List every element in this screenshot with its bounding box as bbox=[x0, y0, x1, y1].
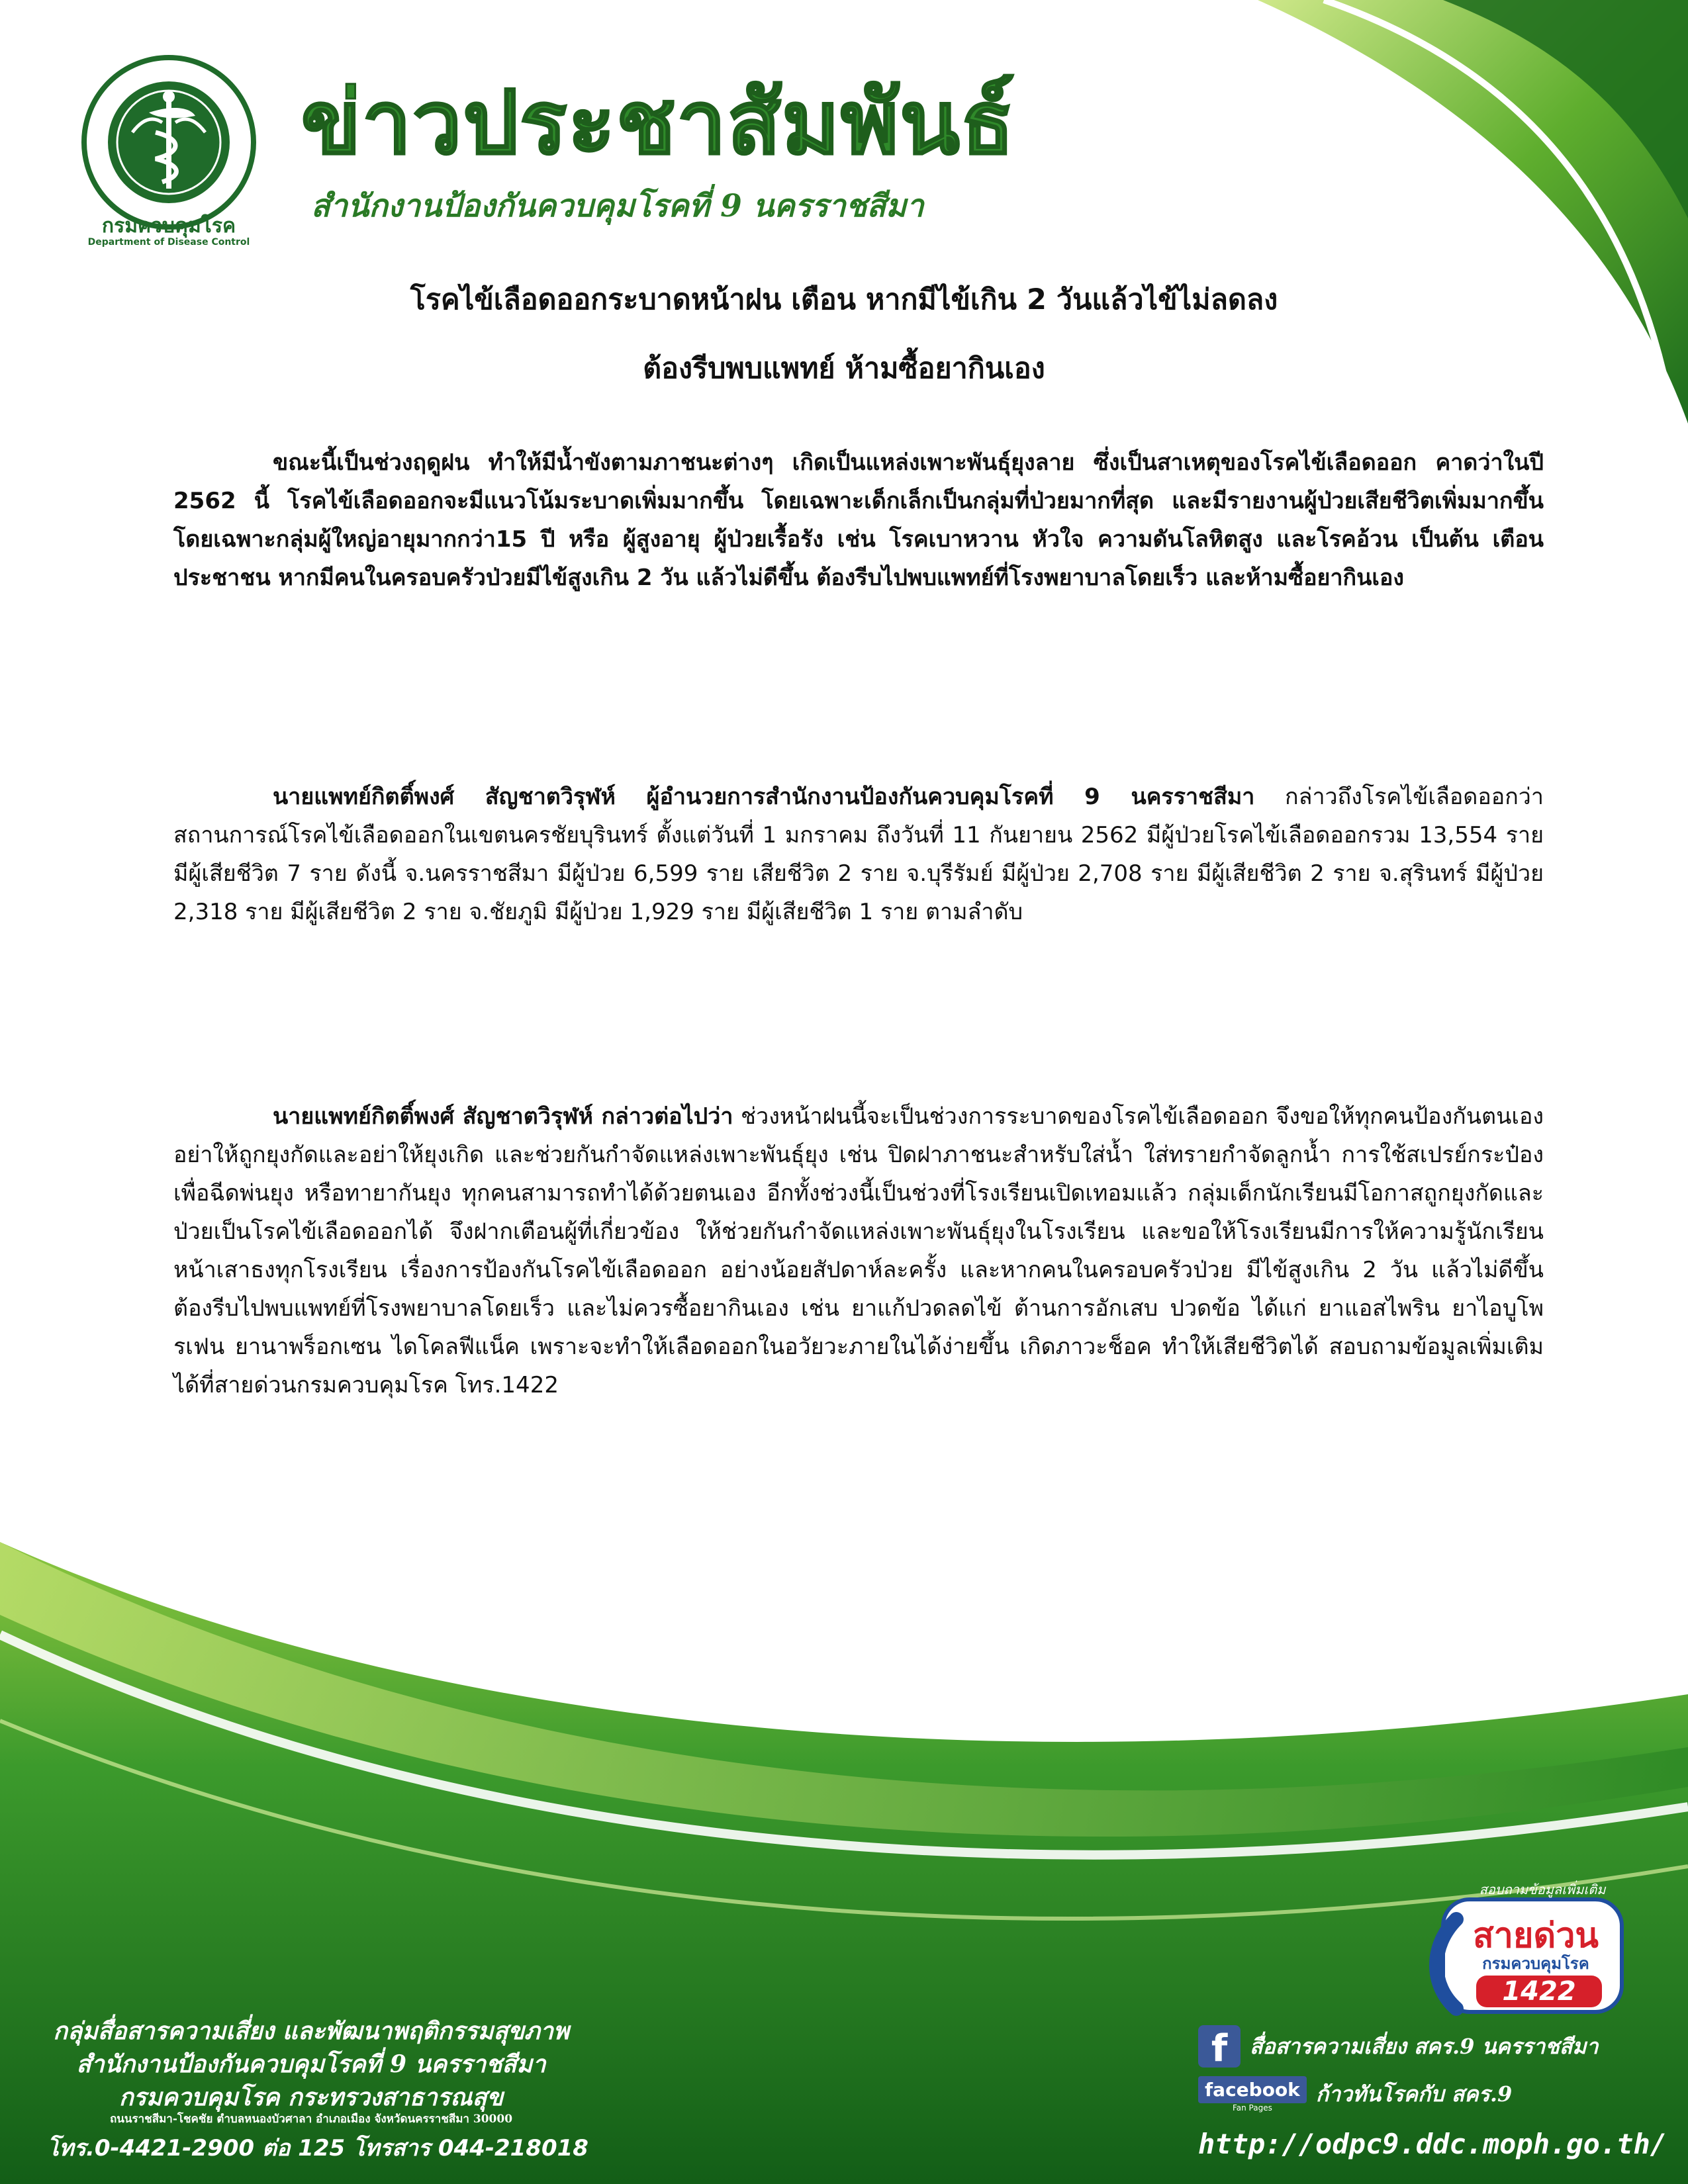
facebook-sub: Fan Pages bbox=[1232, 2103, 1272, 2113]
hotline-top-text: สอบถามข้อมูลเพิ่มเติม bbox=[1479, 1882, 1606, 1897]
facebook-page-text: สื่อสารความเสี่ยง สคร.9 นครราชสีมา bbox=[1250, 2033, 1599, 2059]
website-url-link[interactable]: http://odpc9.ddc.moph.go.th/ bbox=[1198, 2128, 1667, 2160]
facebook-icon: f bbox=[1198, 2025, 1241, 2068]
paragraph-1 bbox=[173, 443, 1544, 597]
paragraph-1-text: ขณะนี้เป็นช่วงฤดูฝน ทำให้มีน้ำขังตามภาชนะต่างๆ เกิดเป็นแหล่งเพาะพันธุ์ยุงลาย ซึ่งเป็นสาเหตุของโรคไข้เลือดออก คาดว่าในปี 2562 นี้ โรคไข้เลือดออกจะมีแนวโน้มระบาดเพิ่มมากขึ้น โดยเฉพาะเด็กเล็กเป็นกลุ่มที่ป่วยมากที่สุด และมีรายงานผู้ป่วยเสียชีวิตเพิ่มมากขึ้น โดยเฉพาะกลุ่มผู้ใหญ่อายุมากกว่า15 ปี หรือ ผู้สูงอายุ ผู้ป่วยเรื้อรัง เช่น โรคเบาหวาน หัวใจ ความดันโลหิตสูง และโรคอ้วน เป็นต้น เตือนประชาชน หากมีคนในครอบครัวป่วยมีไข้สูงเกิน 2 วัน แล้วไม่ดีขึ้น ต้องรีบไปพบแพทย์ที่โรงพยาบาลโดยเร็ว และห้ามซื้อยากินเอง bbox=[173, 449, 1544, 591]
paragraph-3-text: ช่วงหน้าฝนนี้จะเป็นช่วงการระบาดของโรคไข้เลือดออก จึงขอให้ทุกคนป้องกันตนเองอย่าให้ถูกยุงกัดและอย่าให้ยุงเกิด และช่วยกันกำจัดแหล่งเพาะพันธุ์ยุง เช่น ปิดฝาภาชนะสำหรับใส่น้ำ ใส่ทรายกำจัดลูกน้ำ การใช้สเปรย์กระป๋องเพื่อฉีดพ่นยุง หรือทายากันยุง ทุกคนสามารถทำได้ด้วยตนเอง อีกทั้งช่วงนี้เป็นช่วงที่โรงเรียนเปิดเทอมแล้ว กลุ่มเด็กนักเรียนมีโอกาสถูกยุงกัดและป่วยเป็นโรคไข้เลือดออกได้ จึงฝากเตือนผู้ที่เกี่ยวข้อง ให้ช่วยกันกำจัดแหล่งเพาะพันธุ์ยุงในโรงเรียน และขอให้โรงเรียนมีการให้ความรู้นักเรียนหน้าเสาธงทุกโรงเรียน เรื่องการป้องกันโรคไข้เลือดออก อย่างน้อยสัปดาห์ละครั้ง และหากคนในครอบครัวป่วย มีไข้สูงเกิน 2 วัน แล้วไม่ดีขึ้น ต้องรีบไปพบแพทย์ที่โรงพยาบาลโดยเร็ว และไม่ควรซื้อยากินเอง เช่น ยาแก้ปวดลดไข้ ต้านการอักเสบ ปวดข้อ ได้แก่ ยาแอสไพริน ยาไอบูโพรเฟน ยานาพร็อกเซน ไดโคลฟีแน็ค เพราะจะทำให้เลือดออกในอวัยวะภายในได้ง่ายขึ้น เกิดภาวะช็อค ทำให้เสียชีวิตได้ สอบถามข้อมูลเพิ่มเติมได้ที่สายด่วนกรมควบคุมโรค โทร.1422 bbox=[173, 1103, 1544, 1398]
footer-org-line-1: กลุ่มสื่อสารความเสี่ยง และพัฒนาพฤติกรรมสุขภาพ bbox=[53, 2017, 569, 2045]
hotline-main-text: สายด่วน bbox=[1473, 1916, 1599, 1956]
hotline-badge-icon bbox=[1417, 1873, 1628, 2019]
paragraph-2-speaker: นายแพทย์กิตติ์พงศ์ สัญชาตวิรุฬห์ ผู้อำนวยการสำนักงานป้องกันควบคุมโรคที่ 9 นครราชสีมา bbox=[273, 784, 1255, 810]
banner-subtitle: สำนักงานป้องกันควบคุมโรคที่ 9 นครราชสีมา bbox=[311, 188, 924, 224]
headline-line-2: ต้องรีบพบแพทย์ ห้ามซื้อยากินเอง bbox=[643, 352, 1045, 385]
paragraph-3-speaker: นายแพทย์กิตติ์พงศ์ สัญชาตวิรุฬห์ กล่าวต่อไปว่า bbox=[273, 1103, 733, 1130]
footer-phone: โทร.0-4421-2900 ต่อ 125 โทรสาร 044-218018 bbox=[47, 2135, 588, 2161]
ministry-logo-icon bbox=[79, 53, 258, 232]
facebook-fanpage-text: ก้าวทันโรคกับ สคร.9 bbox=[1315, 2081, 1513, 2107]
logo-name-thai: กรมควบคุมโรค bbox=[101, 214, 236, 238]
footer-org-line-3: กรมควบคุมโรค กระทรวงสาธารณสุข bbox=[118, 2083, 504, 2111]
facebook-word: facebook bbox=[1198, 2076, 1307, 2103]
paragraph-2-text: กล่าวถึงโรคไข้เลือดออกว่า สถานการณ์โรคไข้เลือดออกในเขตนครชัยบุรินทร์ ตั้งแต่วันที่ 1 มกราคม ถึงวันที่ 11 กันยายน 2562 มีผู้ป่วยโรคไข้เลือดออกรวม 13,554 ราย มีผู้เสียชีวิต 7 ราย ดังนี้ จ.นครราชสีมา มีผู้ป่วย 6,599 ราย เสียชีวิต 2 ราย จ.บุรีรัมย์ มีผู้ป่วย 2,708 ราย มีผู้เสียชีวิต 2 ราย จ.สุรินทร์ มีผู้ป่วย 2,318 ราย มีผู้เสียชีวิต 2 ราย จ.ชัยภูมิ มีผู้ป่วย 1,929 ราย มีผู้เสียชีวิต 1 ราย ตามลำดับ bbox=[173, 784, 1544, 925]
footer-org-line-2: สำนักงานป้องกันควบคุมโรคที่ 9 นครราชสีมา bbox=[76, 2050, 546, 2078]
hotline-number-text: 1422 bbox=[1502, 1976, 1576, 2007]
paragraph-2 bbox=[173, 778, 1544, 931]
hotline-org-text: กรมควบคุมโรค bbox=[1482, 1954, 1589, 1973]
facebook-logo bbox=[1198, 2076, 1307, 2113]
banner-title: ข่าวประชาสัมพันธ์ bbox=[301, 71, 1016, 174]
paragraph-3 bbox=[173, 1097, 1544, 1404]
facebook-fanpage-link[interactable] bbox=[1198, 2073, 1512, 2115]
facebook-page-link[interactable] bbox=[1198, 2025, 1598, 2068]
headline-line-1: โรคไข้เลือดออกระบาดหน้าฝน เตือน หากมีไข้เกิน 2 วันแล้วไข้ไม่ลดลง bbox=[410, 283, 1278, 316]
footer-address: ถนนราชสีมา-โชคชัย ตำบลหนองบัวศาลา อำเภอเมือง จังหวัดนครราชสีมา 30000 bbox=[109, 2113, 513, 2126]
logo-name-english: Department of Disease Control bbox=[87, 237, 250, 248]
